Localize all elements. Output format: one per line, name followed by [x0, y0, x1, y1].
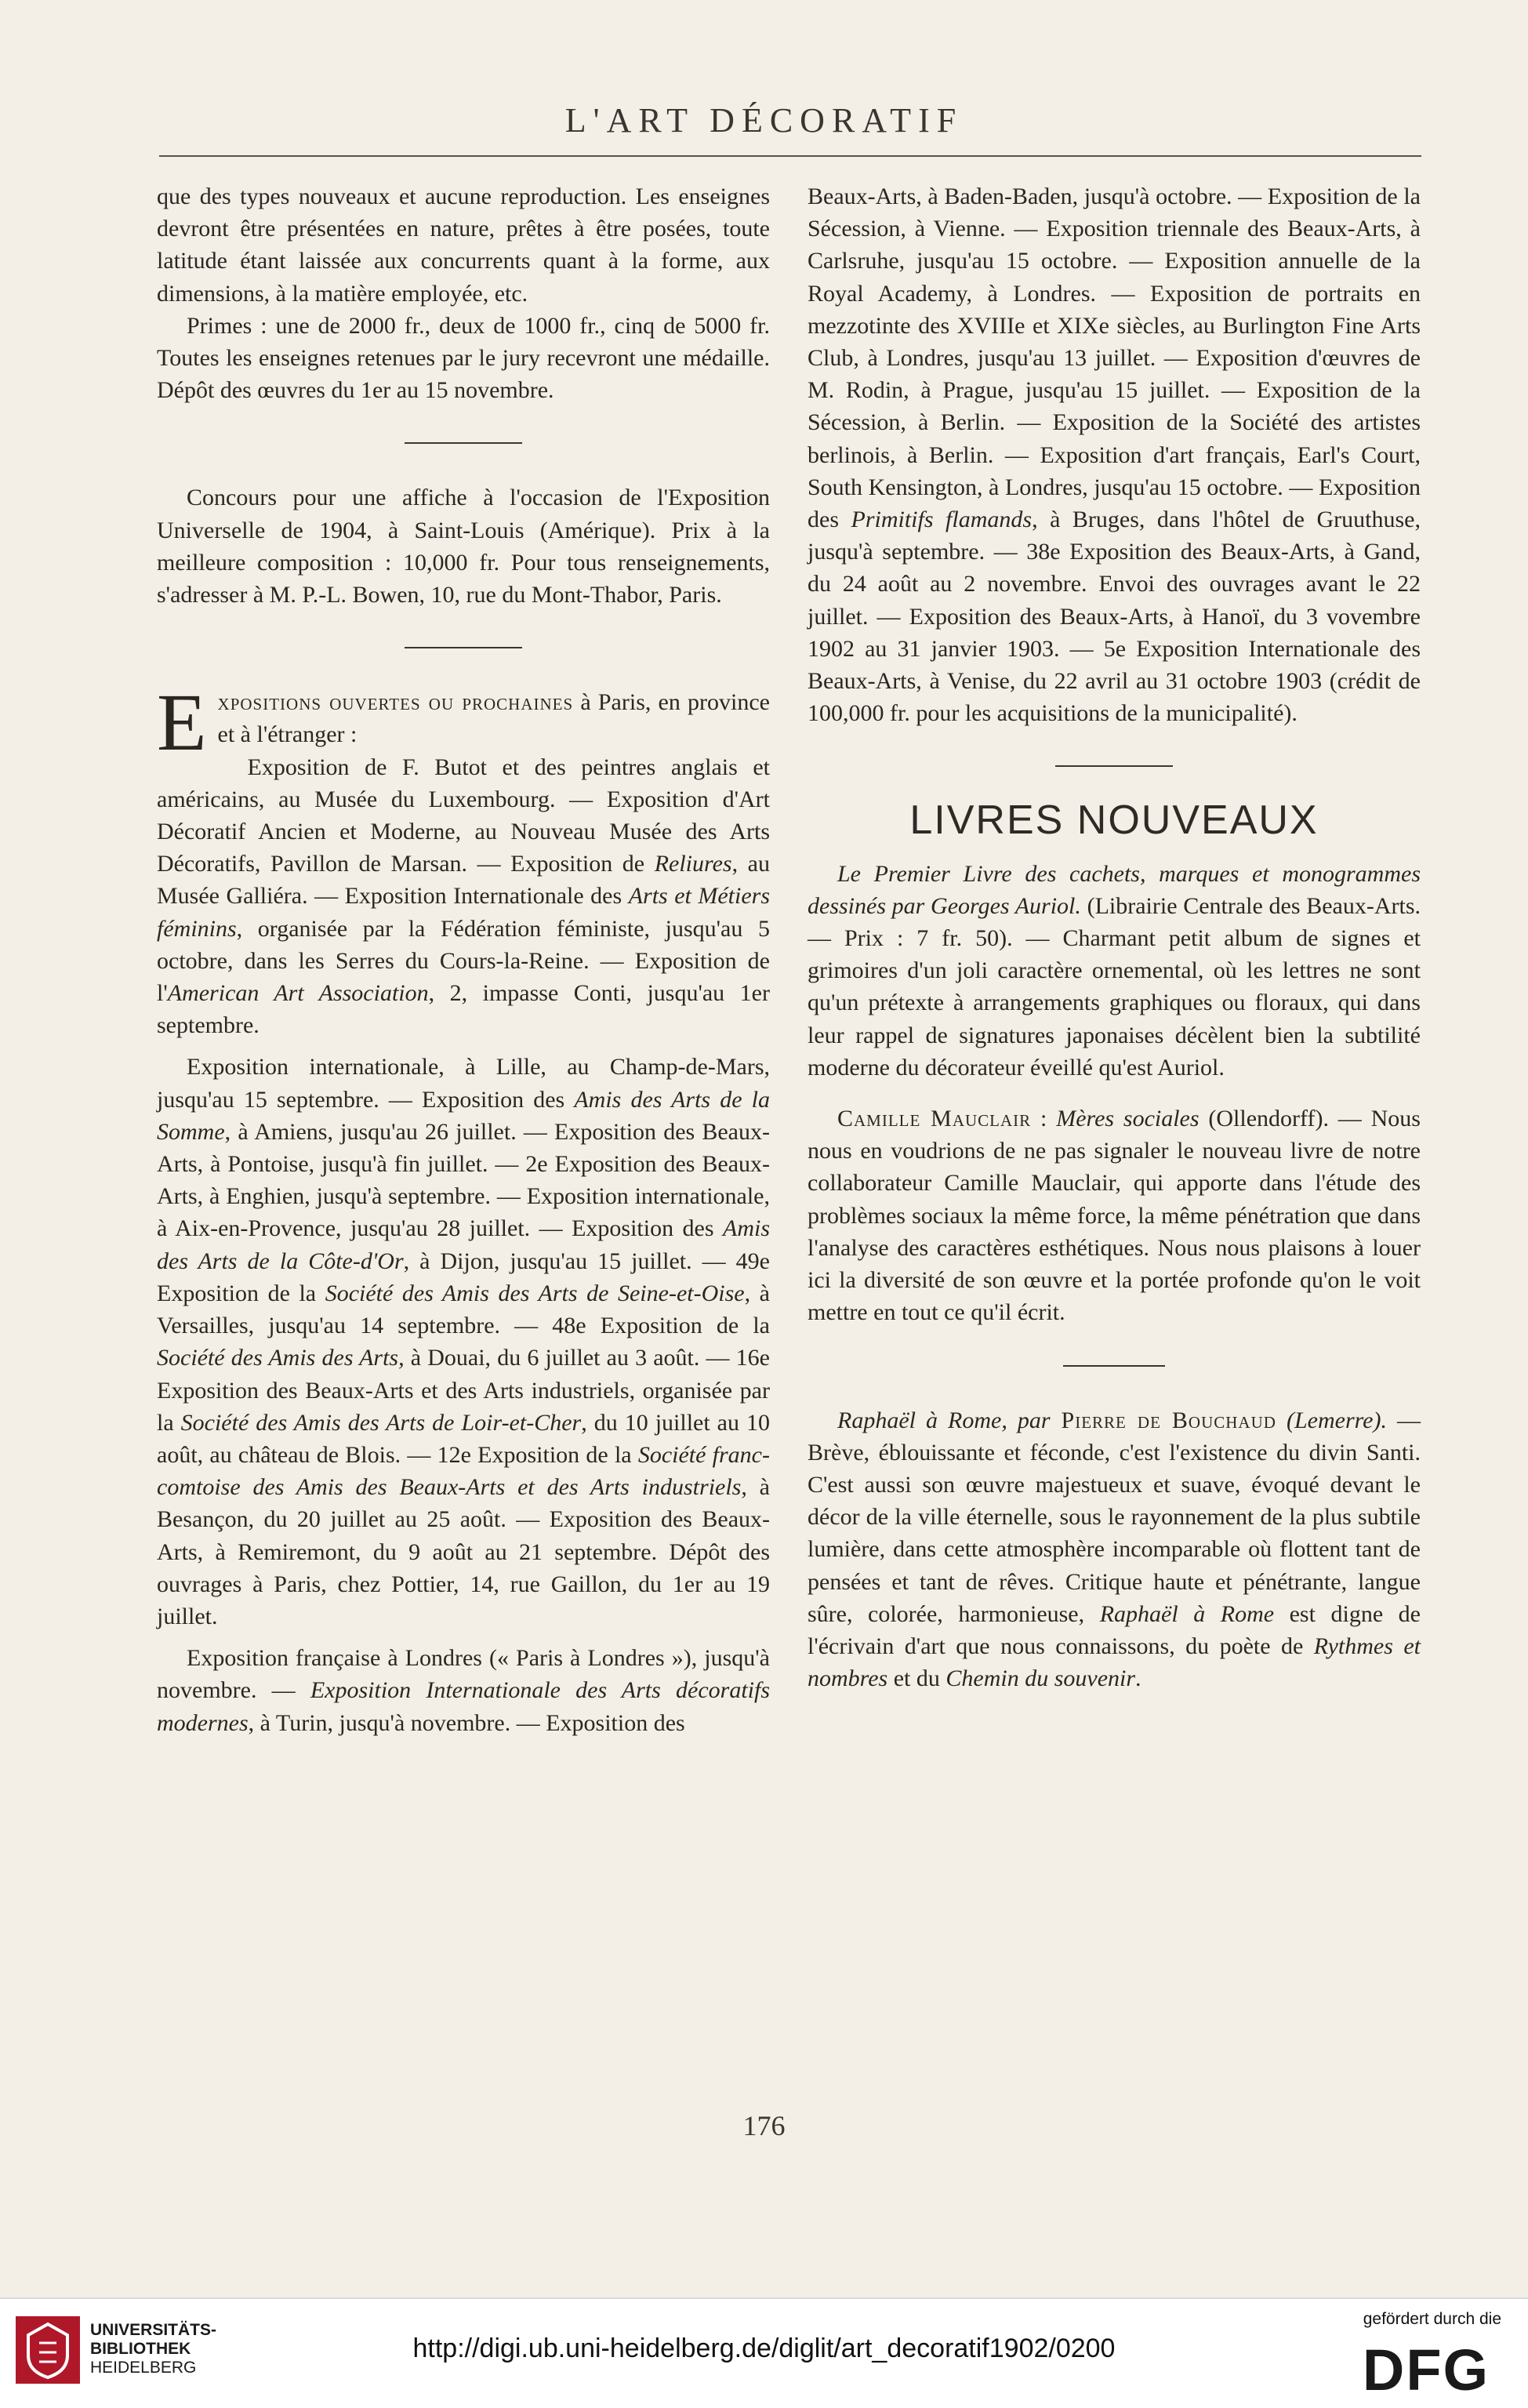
- text-run: :: [1031, 1106, 1057, 1132]
- paragraph-expositions-province: [157, 1051, 770, 1633]
- right-column: [808, 180, 1421, 1694]
- italic-title: Société des Amis des Arts de Seine-et-Oise: [325, 1280, 745, 1306]
- text-run: (Ollendorff). — Nous nous en voudrions de ne pas signaler le nouveau livre de notre collaborateur Camille Mauclair, qui apporte dans l'étude des problèmes sociaux la même force, la même pénétration que dans l'analyse des caractères esthétiques. Nous nous plaisons à louer ici la diversité de son œuvre et la portée profonde qu'on le voit mettre en tout ce qu'il écrit.: [808, 1106, 1421, 1326]
- italic-title: Amis des Arts de la Somme: [157, 1086, 771, 1145]
- lead-in-smallcaps: xpositions ouvertes ou prochaines: [217, 689, 574, 716]
- italic-title: Rythmes et nombres: [808, 1633, 1421, 1692]
- italic-title: Société des Amis des Arts de Loir-et-Cher: [180, 1409, 582, 1436]
- lead-in-rest: à Paris, en province et à l'étranger :: [217, 689, 770, 748]
- library-name-line: UNIVERSITÄTS-: [90, 2321, 217, 2339]
- text-run: (Librairie Centrale des Beaux-Arts. — Prix : 7 fr. 50). — Charmant petit album de signes et grimoires d'un joli caractère ornemental, où les lettres ne sont qu'un prétexte à arrangements graphiques ou floraux, qui dans leur rappel de signatures japonaises décèlent bien la subtilité moderne du décorateur éveillé qu'est Auriol.: [808, 892, 1421, 1081]
- text-run: Exposition internationale, à Lille, au Champ-de-Mars, jusqu'au 15 septembre. — Exposition des: [157, 1054, 770, 1113]
- left-column: [157, 180, 770, 1739]
- text-run: Exposition de F. Butot et des peintres anglais et américains, au Musée du Luxembourg. — Exposition d'Art Décoratif Ancien et Moderne, au Nouveau Musée des Arts Décoratifs, Pavillon de Marsan. — Exposition de: [157, 754, 770, 877]
- text-run: , au Musée Galliéra. — Exposition Internationale des: [157, 851, 770, 910]
- author-smallcaps: Camille Mauclair: [837, 1106, 1032, 1132]
- funded-by-label: gefördert durch die: [1363, 2310, 1501, 2328]
- drop-cap: E: [157, 677, 207, 768]
- text-run: , à Turin, jusqu'à novembre. — Exposition des: [248, 1709, 685, 1736]
- italic-title: Chemin du souvenir: [945, 1665, 1136, 1692]
- separator-rule: [1063, 1365, 1165, 1367]
- permalink-url[interactable]: http://digi.ub.uni-heidelberg.de/diglit/art_decoratif1902/0200: [412, 2334, 1116, 2363]
- text-run: à Douai, du 6 juillet au 3 août. — 16e Exposition des Beaux-Arts et des Arts industriels, organisée par la: [157, 1345, 771, 1436]
- italic-title: Société franc-comtoise des Amis des Beaux-Arts et des Arts industriels: [157, 1441, 770, 1501]
- paragraph-concours-affiche: Concours pour une affiche à l'occasion de l'Exposition Universelle de 1904, à Saint-Louis (Amérique). Prix à la meilleure composition : 10,000 fr. Pour tous renseignements, s'adresser à M. P.-L. Bowen, 10, rue du Mont-Thabor, Paris.: [157, 485, 770, 608]
- text-run: Beaux-Arts, à Baden-Baden, jusqu'à octobre. — Exposition de la Sécession, à Vienne. — Exposition triennale des Beaux-Arts, à Carlsruhe, jusqu'au 15 octobre. — Exposition annuelle de la Royal Academy, à Londres. — Exposition de portraits en mezzotinte des XVIIIe et XIXe siècles, au Burlington Fine Arts Club, à Londres, jusqu'au 13 juillet. — Exposition d'œuvres de M. Rodin, à Prague, jusqu'au 15 juillet. — Exposition de la Sécession, à Berlin. — Exposition de la Société des artistes berlinois, à Berlin. — Exposition d'art français, Earl's Court, South Kensington, à Londres, jusqu'au 15 octobre. — Exposition des: [808, 183, 1421, 533]
- text-run: Exposition française à Londres (« Paris à Londres »), jusqu'à novembre. —: [157, 1645, 770, 1704]
- text-run: .: [1135, 1665, 1141, 1692]
- paragraph-primes: Primes : une de 2000 fr., deux de 1000 fr., cinq de 5000 fr. Toutes les enseignes retenues par le jury recevront une médaille. Dépôt des œuvres du 1er au 15 novembre.: [157, 312, 770, 404]
- header-rule: [159, 155, 1421, 157]
- library-name-line: HEIDELBERG: [90, 2359, 197, 2377]
- review-bouchaud: [808, 1404, 1421, 1695]
- italic-title: Le Premier Livre des cachets, marques et monogrammes dessinés par Georges Auriol.: [808, 860, 1421, 919]
- italic-title: Primitifs flamands: [851, 507, 1033, 533]
- italic-title: Raphaël à Rome, par: [837, 1407, 1051, 1433]
- text-run: , à Besançon, du 20 juillet au 25 août. — Exposition des Beaux-Arts, à Remiremont, du 9 août au 21 septembre. Dépôt des ouvrages à Paris, chez Pottier, 14, rue Gaillon, du 1er au 19 juillet.: [157, 1474, 770, 1629]
- digitization-footer: [0, 2297, 1528, 2408]
- review-auriol: [808, 858, 1421, 1084]
- paragraph-enseignes: que des types nouveaux et aucune reproduction. Les enseignes devront être présentées en nature, prêtes à être posées, toute latitude étant laissée aux concurrents quant à la forme, aux dimensions, à la matière employée, etc.: [157, 183, 770, 307]
- dfg-logo-icon: [1348, 2337, 1504, 2398]
- text-run: , à Bruges, dans l'hôtel de Gruuthuse, jusqu'à septembre. — 38e Exposition des Beaux-Arts, à Gand, du 24 août au 2 novembre. Envoi des ouvrages avant le 22 juillet. — Exposition des Beaux-Arts, à Hanoï, du 3 vovembre 1902 au 31 janvier 1903. — 5e Exposition Internationale des Beaux-Arts, à Venise, du 22 avril au 31 octobre 1903 (crédit de 100,000 fr. pour les acquisitions de la municipalité).: [808, 507, 1421, 727]
- text-run: , à Amiens, jusqu'au 26 juillet. — Exposition des Beaux-Arts, à Pontoise, jusqu'à fin juillet. — 2e Exposition des Beaux-Arts, à Enghien, jusqu'à septembre. — Exposition internationale, à Aix-en-Provence, jusqu'au 28 juillet. — Exposition des: [157, 1118, 770, 1242]
- italic-title: Reliures: [654, 851, 732, 877]
- text-run: et du: [887, 1665, 946, 1692]
- dfg-logo-text: DFG: [1362, 2337, 1490, 2398]
- text-run: , 2, impasse Conti, jusqu'au 1er septembre.: [157, 980, 770, 1039]
- italic-title: Exposition Internationale des Arts décoratifs modernes: [157, 1677, 770, 1736]
- review-mauclair: [808, 1102, 1421, 1328]
- italic-title: Arts et Métiers féminins: [157, 883, 770, 942]
- separator-rule: [405, 442, 522, 444]
- italic-title: Raphaël à Rome: [1099, 1600, 1275, 1627]
- text-run: , organisée par la Fédération féministe, jusqu'au 5 octobre, dans les Serres du Cours-la-Reine. — Exposition de l': [157, 915, 770, 1007]
- text-run: est digne de l'écrivain d'art que nous connaissons, du poète de: [808, 1600, 1421, 1659]
- library-name-line: BIBLIOTHEK: [90, 2340, 191, 2358]
- paragraph-expositions-heading: [157, 677, 770, 768]
- separator-rule: [1055, 765, 1173, 767]
- italic-title: (Lemerre).: [1286, 1407, 1387, 1433]
- separator-rule: [405, 647, 522, 648]
- author-smallcaps: Pierre de Bouchaud: [1050, 1407, 1276, 1433]
- text-run: , du 10 juillet au 10 août, au château de Blois. — 12e Exposition de la: [157, 1409, 770, 1468]
- paragraph-expositions-paris: [157, 751, 770, 1042]
- italic-title: Amis des Arts de la Côte-d'Or: [157, 1215, 770, 1274]
- italic-title: Société des Amis des Arts,: [157, 1345, 405, 1371]
- text-run: , à Dijon, jusqu'au 15 juillet. — 49e Exposition de la: [157, 1248, 771, 1306]
- paragraph-expositions-etranger: [157, 1642, 770, 1739]
- italic-title: American Art Association: [167, 980, 429, 1007]
- running-title: L'ART DÉCORATIF: [564, 101, 964, 140]
- text-run: — Brève, éblouissante et féconde, c'est l'existence du divin Santi. C'est aussi son œuvre majestueux et suave, évoqué devant le décor de la ville éternelle, sous le rayonnement de la plus subtile lumière, dans cette atmosphère incomparable où flottent tant de pensées et tant de rêves. Critique haute et pénétrante, langue sûre, colorée, harmonieuse,: [808, 1407, 1421, 1627]
- text-run: , à Versailles, jusqu'au 14 septembre. — 48e Exposition de la: [157, 1280, 770, 1339]
- paragraph-expositions-continued: [808, 180, 1421, 729]
- section-title: LIVRES NOUVEAUX: [909, 797, 1319, 844]
- page-number: 176: [742, 2110, 786, 2141]
- italic-title: Mères sociales: [1056, 1106, 1200, 1132]
